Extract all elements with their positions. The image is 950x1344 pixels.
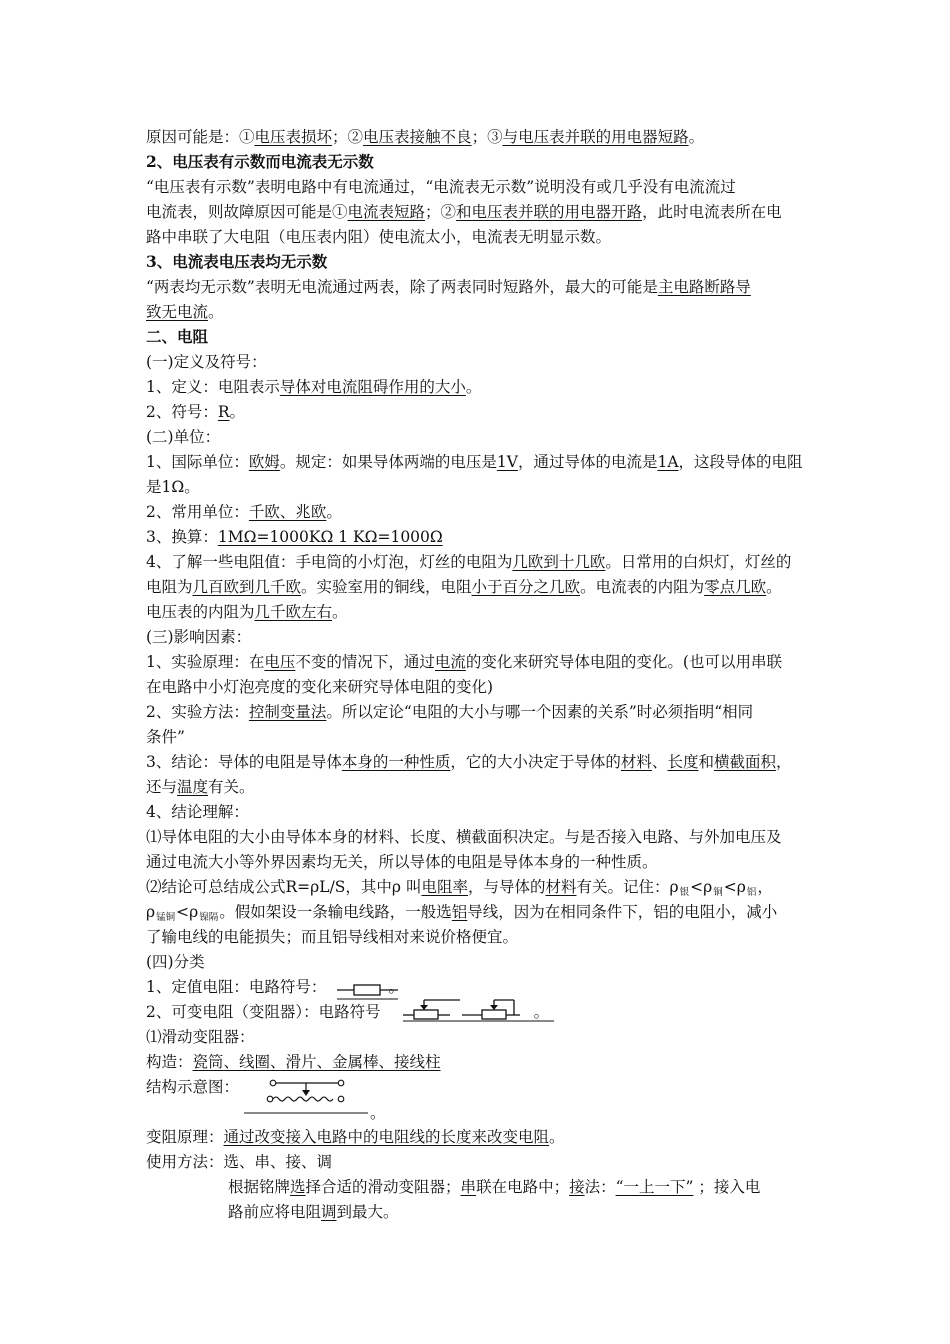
item-definition: 1、定义：电阻表示导体对电流阻碍作用的大小。 <box>146 378 482 396</box>
item-typical-values-line-3: 电压表的内阻为几千欧左右。 <box>146 603 348 621</box>
item-conclusion-line-1: 3、结论：导体的电阻是导体本身的一种性质，它的大小决定于导体的材料、长度和横截面积， <box>146 753 792 771</box>
rheostat-symbol-a <box>403 1000 460 1019</box>
item-conversion: 3、换算：1MΩ=1000KΩ 1 KΩ=1000Ω <box>146 528 443 546</box>
answer-main-circuit-open: 主电路断路导 <box>657 278 751 296</box>
fixed-resistor-symbol <box>336 978 402 1002</box>
answer-parallel-short: 与电压表并联的用电器短路 <box>502 128 689 146</box>
answer-open-circuit: 和电压表并联的用电器开路 <box>456 203 643 221</box>
item-construction: 构造：瓷筒、线圈、滑片、金属棒、接线柱 <box>146 1053 441 1071</box>
subsection-units: (二)单位： <box>146 428 221 446</box>
answer-ammeter-short: 电流表短路 <box>347 203 426 221</box>
item-si-unit-line-1: 1、国际单位：欧姆。规定：如果导体两端的电压是1V，通过导体的电流是1A，这段导体的电阻 <box>146 453 803 471</box>
item-fixed-resistor: 1、定值电阻：电路符号： 。 <box>146 978 404 996</box>
item-principle-rheostat: 变阻原理：通过改变接入电路中的电阻线的长度来改变电阻。 <box>146 1128 565 1146</box>
subsection-factors: (三)影响因素： <box>146 628 252 646</box>
para-case-2-line-3: 路中串联了大电阻（电压表内阻）使电流太小，电流表无明显示数。 <box>146 228 612 246</box>
item-method-line-1: 2、实验方法：控制变量法。所以定论“电阻的大小与哪一个因素的关系”时必须指明“相同 <box>146 703 754 721</box>
para-understanding-1-line-2: 通过电流大小等外界因素均无关，所以导体的电阻是导体本身的一种性质。 <box>146 853 658 871</box>
item-typical-values-line-1: 4、了解一些电阻值：手电筒的小灯泡，灯丝的电阻为几欧到十几欧。日常用的白炽灯，灯丝的 <box>146 553 792 571</box>
item-conclusion-line-2: 还与温度有关。 <box>146 778 255 796</box>
item-symbol: 2、符号：R。 <box>146 403 246 421</box>
item-typical-values-line-2: 电阻为几百欧到几千欧。实验室用的铜线，电阻小于百分之几欧。电流表的内阻为零点几欧。 <box>146 578 782 596</box>
item-usage: 使用方法：选、串、接、调 <box>146 1153 333 1171</box>
para-case-2-line-2: 电流表，则故障原因可能是①电流表短路；②和电压表并联的用电器开路，此时电流表所在电 <box>146 203 782 221</box>
section-title-resistance: 二、电阻 <box>146 328 209 346</box>
diagram-end-mark: 。 <box>370 1104 386 1122</box>
answer-voltmeter-broken: 电压表损坏 <box>254 128 333 146</box>
para-case-3-line-1: “两表均无示数”表明无电流通过两表，除了两表同时短路外，最大的可能是主电路断路导 <box>146 278 751 296</box>
item-variable-resistor: 2、可变电阻（变阻器）：电路符号 。 <box>146 1003 550 1021</box>
para-formula-line-1: ⑵结论可总结成公式R=ρL/S，其中ρ 叫电阻率，与导体的材料有关。记住：$\rho_银<\rho_铜<\rho_铝$， <box>146 878 773 898</box>
item-principle-line-1: 1、实验原理：在电压不变的情况下，通过电流的变化来研究导体电阻的变化。(也可以用串联 <box>146 653 782 671</box>
para-formula-line-3: 了输电线的电能损失；而且铝导线相对来说价格便宜。 <box>146 928 519 946</box>
item-method-line-2: 条件” <box>146 728 185 746</box>
item-usage-detail-line-2: 路前应将电阻调到最大。 <box>228 1203 399 1221</box>
item-understanding: 4、结论理解： <box>146 803 249 821</box>
para-voltmeter-causes: 原因可能是：①电压表损坏；②电压表接触不良；③与电压表并联的用电器短路。 <box>146 128 705 146</box>
answer-poor-contact: 电压表接触不良 <box>363 128 472 146</box>
item-slide-rheostat: ⑴滑动变阻器： <box>146 1028 255 1046</box>
item-common-units: 2、常用单位：千欧、兆欧。 <box>146 503 342 521</box>
rheostat-symbol-b <box>462 1000 520 1019</box>
subsection-definition: (一)定义及符号： <box>146 353 267 371</box>
rheostat-structure-diagram <box>240 1076 372 1118</box>
item-principle-line-2: 在电路中小灯泡亮度的变化来研究导体电阻的变化) <box>146 678 494 696</box>
para-understanding-1-line-1: ⑴导体电阻的大小由导体本身的材料、长度、横截面积决定。与是否接入电路、与外加电压及 <box>146 828 782 846</box>
heading-case-2: 2、电压表有示数而电流表无示数 <box>146 152 374 171</box>
para-case-3-line-2: 致无电流。 <box>146 303 224 321</box>
heading-case-3: 3、电流表电压表均无示数 <box>146 252 328 271</box>
item-structure-diagram-label: 结构示意图： <box>146 1078 240 1096</box>
rheostat-symbols <box>402 996 558 1024</box>
para-formula-line-2: $\rho_{锰铜}<\rho_{镍隔}$。假如架设一条输电线路，一般选铝导线，因为在相同条件下，铝的电阻小，减小 <box>146 903 778 923</box>
item-si-unit-line-2: 是1Ω。 <box>146 478 200 496</box>
item-usage-detail-line-1: 根据铭牌选择合适的滑动变阻器；串联在电路中；接法：“一上一下” ；接入电 <box>228 1178 761 1196</box>
subsection-classification: (四)分类 <box>146 953 205 971</box>
para-case-2-line-1: “电压表有示数”表明电路中有电流通过，“电流表无示数”说明没有或几乎没有电流流过 <box>146 178 736 196</box>
